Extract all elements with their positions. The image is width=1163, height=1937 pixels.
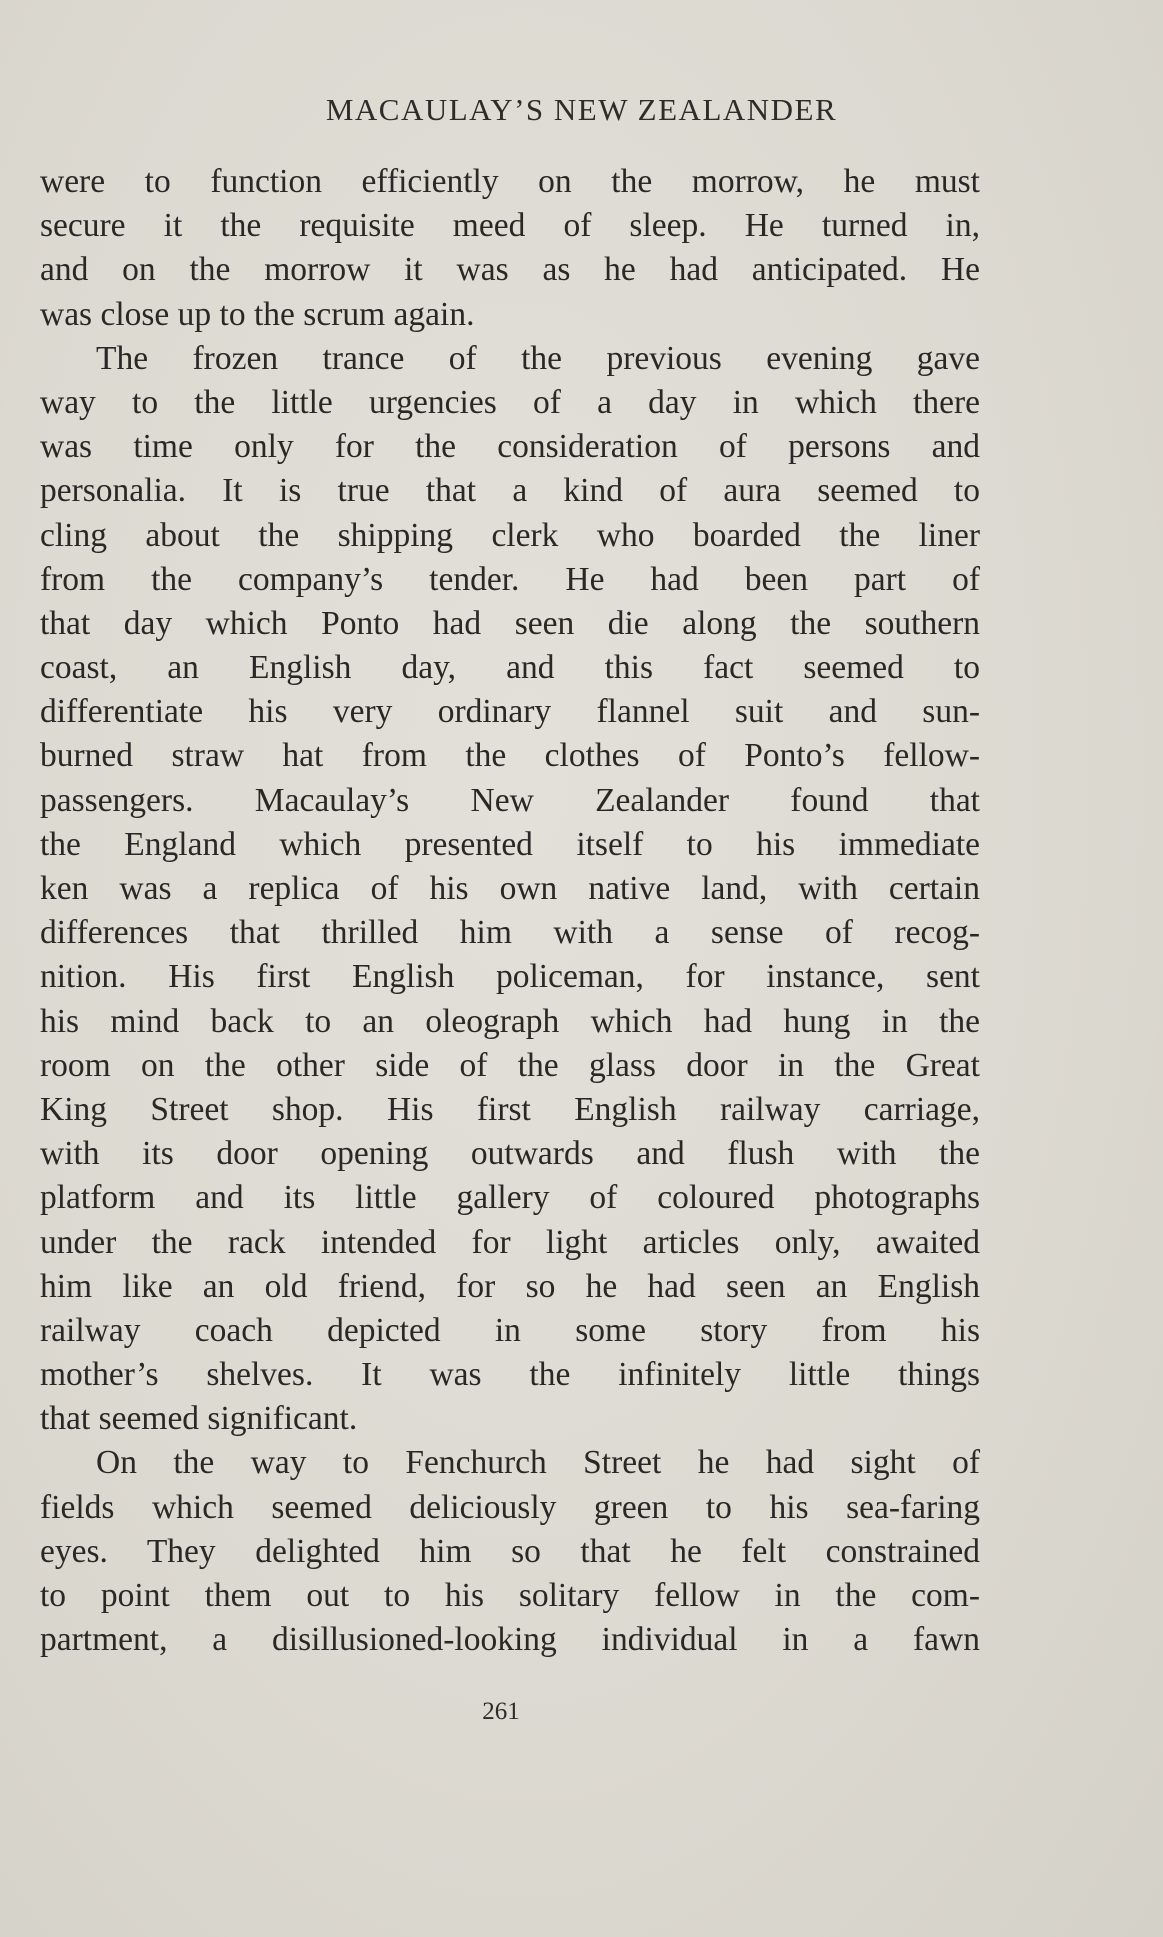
text-line: passengers. Macaulay’s New Zealander found that bbox=[40, 781, 980, 819]
page-number: 261 bbox=[482, 1698, 520, 1725]
text-line: The frozen trance of the previous evening gave bbox=[96, 339, 980, 377]
text-line: coast, an English day, and this fact seemed to bbox=[40, 649, 980, 687]
body-text bbox=[40, 160, 980, 1662]
text-line: the England which presented itself to his immediate bbox=[40, 825, 980, 863]
text-line: nition. His first English policeman, for instance, sent bbox=[40, 958, 980, 996]
text-line: that seemed significant. bbox=[40, 1400, 358, 1438]
text-line: was close up to the scrum again. bbox=[40, 295, 475, 333]
text-line: room on the other side of the glass door in the Great bbox=[40, 1046, 980, 1084]
text-line: ken was a replica of his own native land, with certain bbox=[40, 870, 980, 907]
text-line: that day which Ponto had seen die along the southern bbox=[40, 604, 980, 642]
text-line: differences that thrilled him with a sense of recog- bbox=[40, 914, 980, 952]
text-line: differentiate his very ordinary flannel suit and sun- bbox=[40, 693, 980, 731]
running-head: MACAULAY’S NEW ZEALANDER bbox=[325, 92, 838, 127]
text-line: secure it the requisite meed of sleep. He turned in, bbox=[40, 207, 980, 245]
text-line: platform and its little gallery of coloured photographs bbox=[40, 1179, 980, 1217]
text-line: with its door opening outwards and flush with the bbox=[40, 1135, 980, 1173]
text-line: and on the morrow it was as he had anticipated. He bbox=[40, 251, 980, 289]
text-line: eyes. They delighted him so that he felt constrained bbox=[40, 1532, 980, 1570]
text-line: cling about the shipping clerk who boarded the liner bbox=[40, 516, 980, 554]
text-line: mother’s shelves. It was the infinitely little things bbox=[40, 1356, 980, 1394]
text-line: fields which seemed deliciously green to his sea-faring bbox=[40, 1488, 980, 1526]
text-line: under the rack intended for light articles only, awaited bbox=[40, 1223, 980, 1261]
text-line: railway coach depicted in some story from his bbox=[40, 1311, 980, 1349]
text-line: his mind back to an oleograph which had hung in the bbox=[40, 1002, 980, 1040]
text-line: were to function efficiently on the morrow, he must bbox=[40, 163, 980, 200]
text-line: partment, a disillusioned-looking individual in a fawn bbox=[40, 1621, 980, 1659]
text-line: to point them out to his solitary fellow in the com- bbox=[40, 1577, 980, 1614]
text-line: On the way to Fenchurch Street he had sight of bbox=[96, 1444, 980, 1482]
text-line: way to the little urgencies of a day in which there bbox=[40, 383, 980, 421]
text-line: burned straw hat from the clothes of Ponto’s fellow- bbox=[40, 737, 980, 775]
text-line: him like an old friend, for so he had seen an English bbox=[40, 1267, 980, 1305]
text-line: from the company’s tender. He had been part of bbox=[40, 560, 980, 598]
text-line: King Street shop. His first English railway carriage, bbox=[40, 1090, 980, 1128]
text-line: personalia. It is true that a kind of aura seemed to bbox=[40, 472, 980, 510]
text-line: was time only for the consideration of persons and bbox=[40, 428, 980, 466]
